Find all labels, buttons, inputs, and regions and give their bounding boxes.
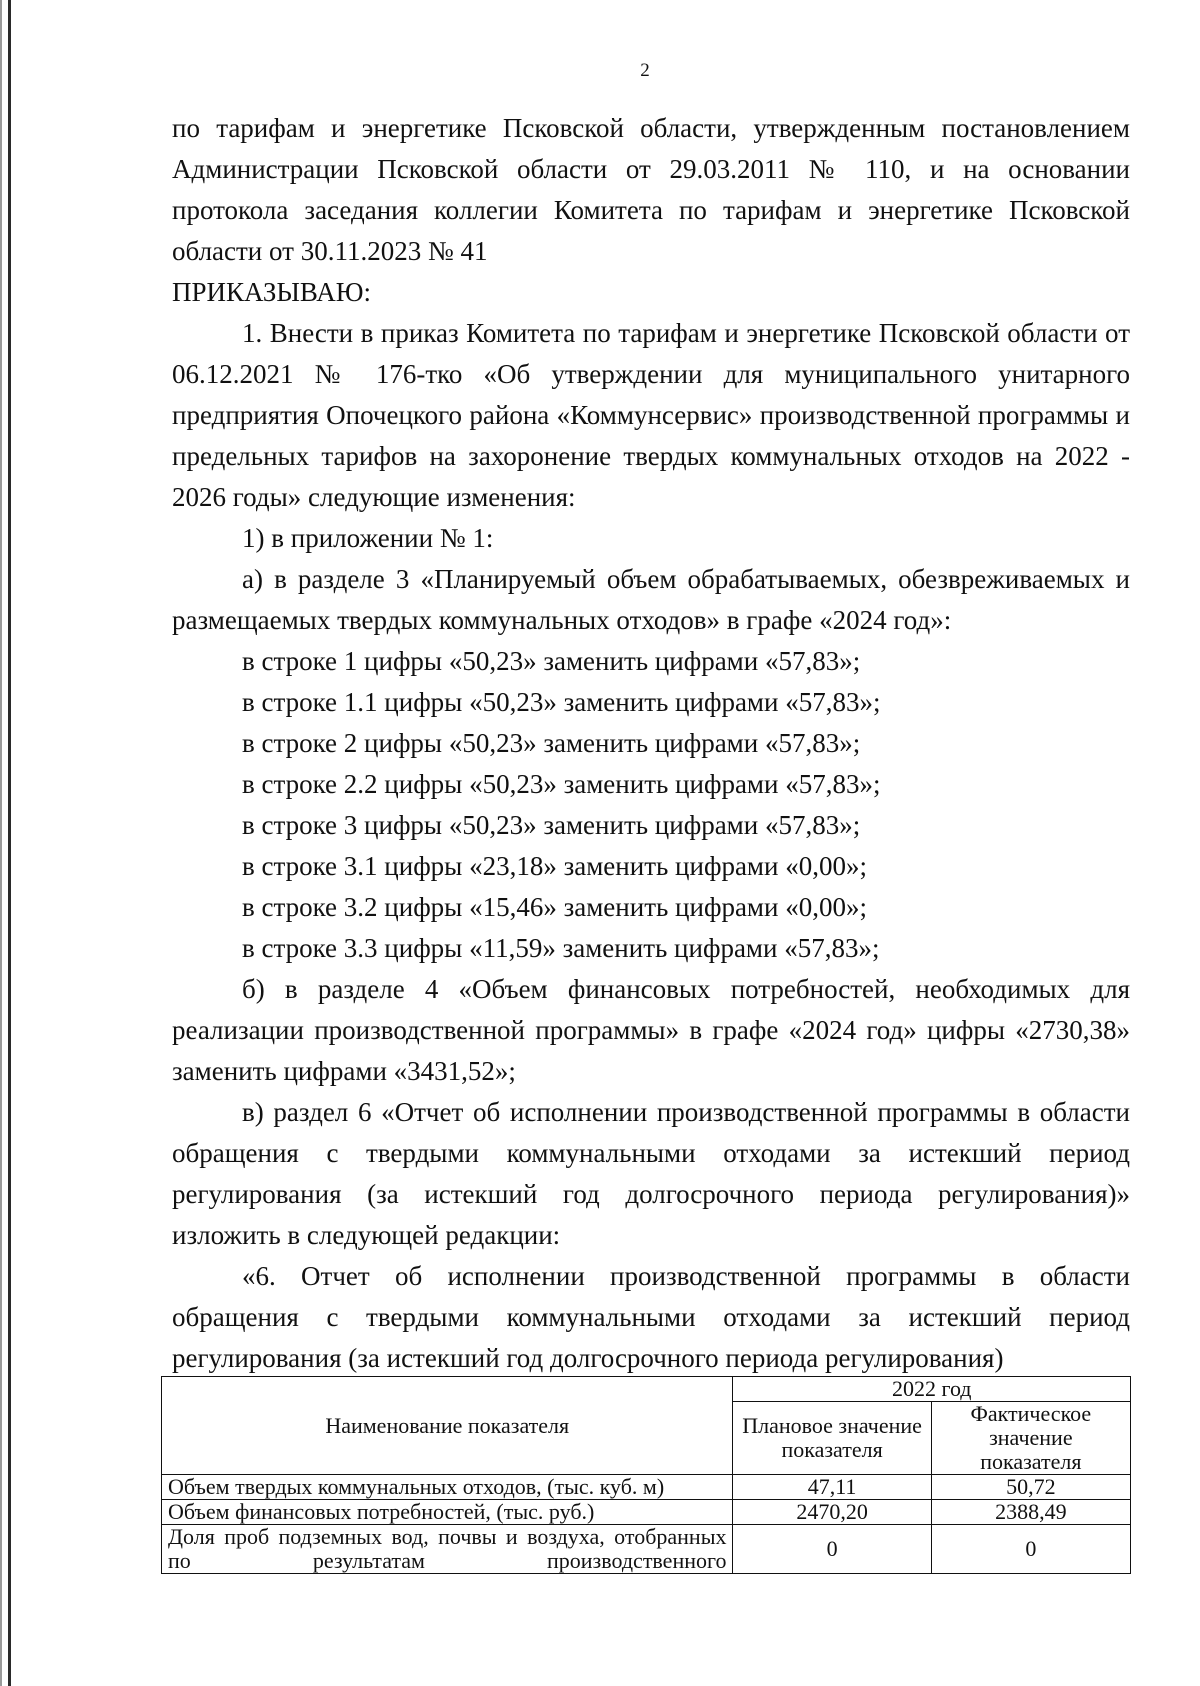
paragraph-preamble: по тарифам и энергетике Псковской области, утвержденным постановлением Администрации Псковской области от 29.03.2011 № 110, и на основании протокола заседания коллегии Комитета по тарифам и энергетике Псковской области от 30.11.2023 № 41	[172, 113, 1130, 266]
line-row-1-1: в строке 1.1 цифры «50,23» заменить цифрами «57,83»;	[242, 687, 881, 717]
row-fact: 2388,49	[931, 1500, 1130, 1525]
header-plan-value: Плановое значение показателя	[733, 1402, 931, 1475]
row-fact: 50,72	[931, 1475, 1130, 1500]
line-row-3-3: в строке 3.3 цифры «11,59» заменить цифрами «57,83»;	[242, 933, 880, 963]
paragraph-section-6-title: «6. Отчет об исполнении производственной программы в области обращения с твердыми коммунальными отходами за истекший период регулирования (за истекший год долгосрочного периода регулирования)	[172, 1261, 1130, 1373]
line-row-2: в строке 2 цифры «50,23» заменить цифрами «57,83»;	[242, 728, 861, 758]
row-plan: 0	[733, 1525, 931, 1574]
line-row-1: в строке 1 цифры «50,23» заменить цифрами «57,83»;	[242, 646, 861, 676]
row-plan: 2470,20	[733, 1500, 931, 1525]
table-row	[162, 1475, 1131, 1500]
report-table	[161, 1376, 1131, 1574]
row-name: Объем финансовых потребностей, (тыс. руб.)	[162, 1500, 733, 1525]
header-indicator-name: Наименование показателя	[162, 1377, 733, 1475]
paragraph-sub-v: в) раздел 6 «Отчет об исполнении производственной программы в области обращения с твердыми коммунальными отходами за истекший период регулирования (за истекший год долгосрочного периода регулирования)» изложить в следующей редакции:	[172, 1097, 1130, 1250]
row-plan: 47,11	[733, 1475, 931, 1500]
line-row-2-2: в строке 2.2 цифры «50,23» заменить цифрами «57,83»;	[242, 769, 881, 799]
row-fact: 0	[931, 1525, 1130, 1574]
paragraph-order-word: ПРИКАЗЫВАЮ:	[172, 277, 371, 307]
paragraph-sub-a: а) в разделе 3 «Планируемый объем обрабатываемых, обезвреживаемых и размещаемых твердых коммунальных отходов» в графе «2024 год»:	[172, 564, 1130, 635]
table-row	[162, 1500, 1131, 1525]
header-fact-value: Фактическое значение показателя	[931, 1402, 1130, 1475]
row-name: Объем твердых коммунальных отходов, (тыс. куб. м)	[162, 1475, 733, 1500]
line-row-3: в строке 3 цифры «50,23» заменить цифрами «57,83»;	[242, 810, 861, 840]
scan-edge-line	[8, 0, 11, 1686]
page-number: 2	[640, 60, 650, 81]
line-row-3-1: в строке 3.1 цифры «23,18» заменить цифрами «0,00»;	[242, 851, 867, 881]
row-name: Доля проб подземных вод, почвы и воздуха, отобранных по результатам производственного	[162, 1525, 733, 1574]
scan-edge-shadow	[0, 0, 2, 1686]
table-row	[162, 1525, 1131, 1574]
line-row-3-2: в строке 3.2 цифры «15,46» заменить цифрами «0,00»;	[242, 892, 867, 922]
paragraph-sub-b: б) в разделе 4 «Объем финансовых потребностей, необходимых для реализации производственной программы» в графе «2024 год» цифры «2730,38» заменить цифрами «3431,52»;	[172, 974, 1130, 1086]
document-body	[172, 108, 1130, 1379]
paragraph-appendix-1: 1) в приложении № 1:	[242, 523, 494, 553]
table-header-row	[162, 1377, 1131, 1402]
header-year: 2022 год	[733, 1377, 1131, 1402]
paragraph-item-1: 1. Внести в приказ Комитета по тарифам и энергетике Псковской области от 06.12.2021 № 176-тко «Об утверждении для муниципального унитарного предприятия Опочецкого района «Коммунсервис» производственной программы и предельных тарифов на захоронение твердых коммунальных отходов на 2022 - 2026 годы» следующие изменения:	[172, 318, 1130, 512]
